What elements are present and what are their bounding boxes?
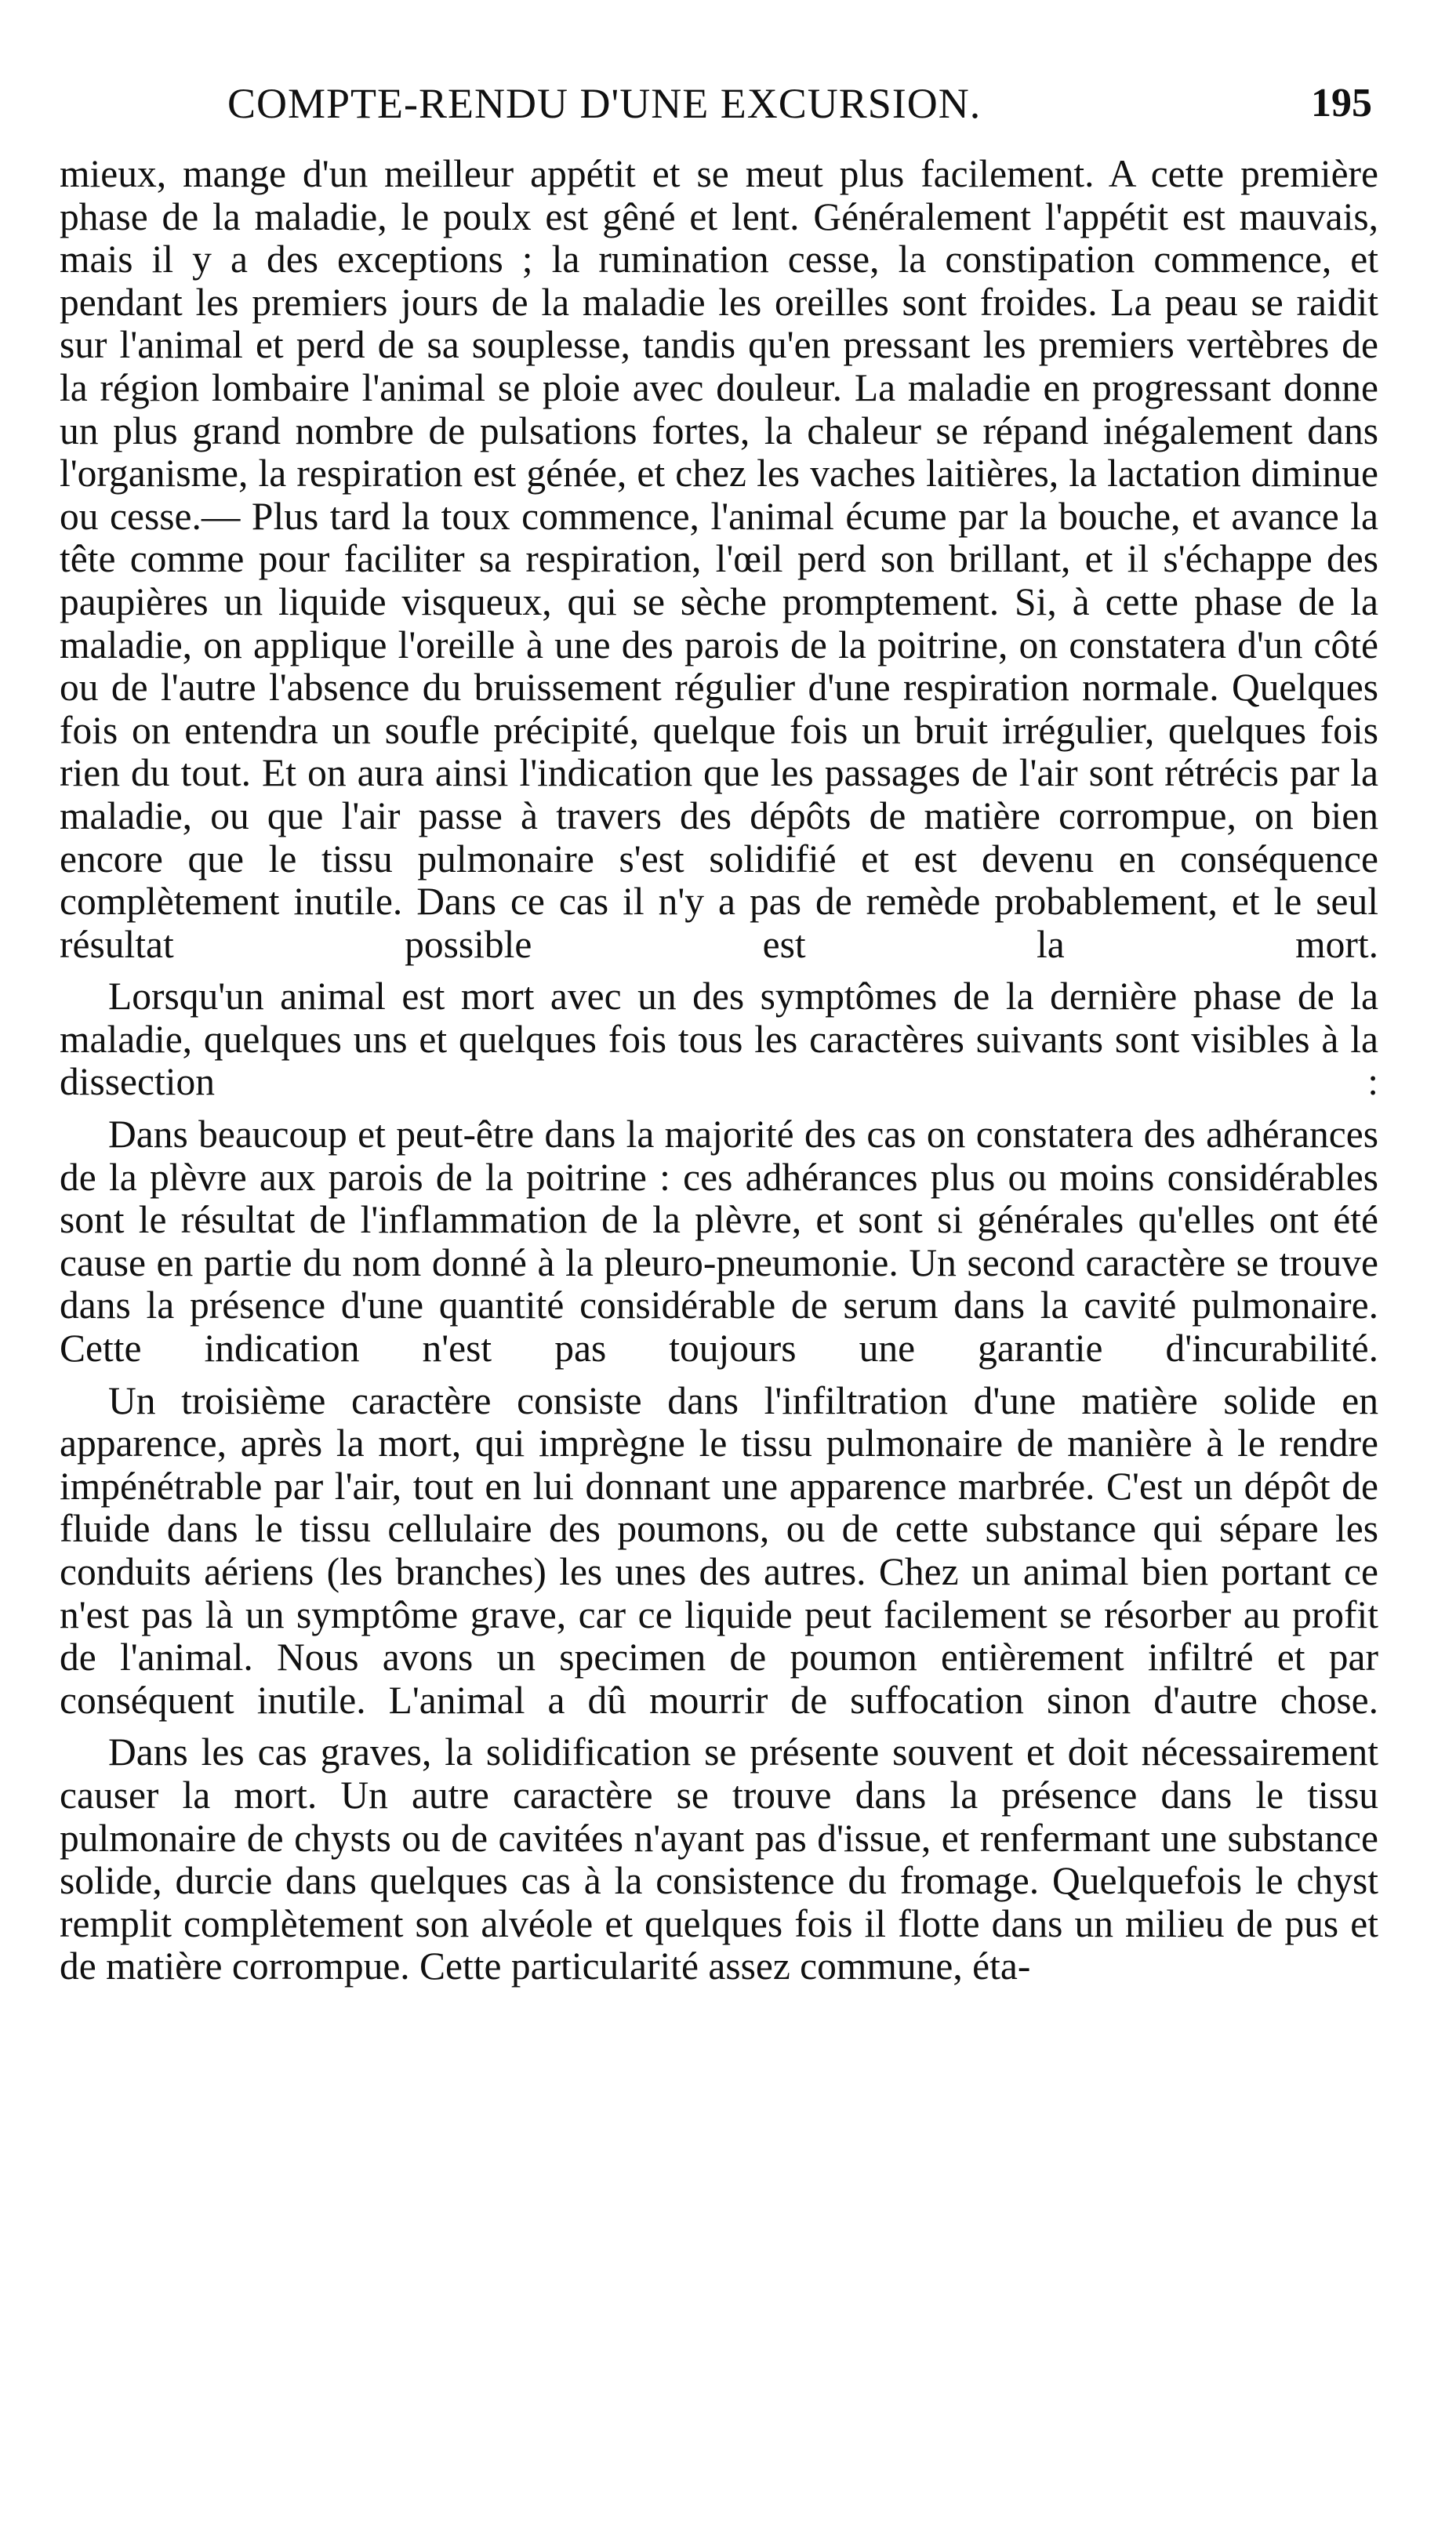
page-number: 195	[1311, 81, 1372, 125]
paragraph-symptoms: mieux, mange d'un meilleur appétit et se meut plus facilement. A cette première phase de la maladie, le poulx est gêné et lent. Généralement l'appétit est mauvais, mais il y a des exceptions ; la rumination cesse, la constipation commence, et pendant les premiers jours de la maladie les oreilles sont froides. La peau se raidit sur l'animal et perd de sa souplesse, tandis qu'en pressant les premiers vertèbres de la région lombaire l'animal se ploie avec douleur. La maladie en progressant donne un plus grand nombre de pulsations fortes, la chaleur se répand inégalement dans l'organisme, la respiration est génée, et chez les vaches laitières, la lactation diminue ou cesse.— Plus tard la toux commence, l'animal écume par la bouche, et avance la tête comme pour faciliter sa respiration, l'œil perd son brillant, et il s'échappe des paupières un liquide visqueux, qui se sèche promptement. Si, à cette phase de la maladie, on applique l'oreille à une des parois de la poitrine, on constatera d'un côté ou de l'autre l'absence du bruissement régulier d'une respiration normale. Quelques fois on entendra un soufle précipité, quelque fois un bruit irrégulier, quelques fois rien du tout. Et on aura ainsi l'indication que les passages de l'air sont rétrécis par la maladie, ou que l'air passe à travers des dépôts de matière corrompue, on bien encore que le tissu pulmonaire s'est solidifié et est devenu en conséquence complètement inutile. Dans ce cas il n'y a pas de remède probablement, et le seul résultat possible est la mort.	[60, 152, 1378, 966]
body-text	[60, 153, 1378, 1998]
paragraph-adherences: Dans beaucoup et peut-être dans la majorité des cas on constatera des adhérances de la plèvre aux parois de la poitrine : ces adhérances plus ou moins considérables sont le résultat de l'inflammation de la plèvre, et sont si générales qu'elles ont été cause en partie du nom donné à la pleuro-pneumonie. Un second caractère se trouve dans la présence d'une quantité considérable de serum dans la cavité pulmonaire. Cette indication n'est pas toujours une garantie d'incurabilité.	[60, 1113, 1378, 1371]
paragraph-solidification: Dans les cas graves, la solidification se présente souvent et doit nécessairement causer la mort. Un autre caractère se trouve dans la présence dans le tissu pulmonaire de chysts ou de cavitées n'ayant pas d'issue, et renfermant une substance solide, durcie dans quelques cas à la consistence du fromage. Quelquefois le chyst remplit complètement son alvéole et quelques fois il flotte dans un milieu de pus et de matière corrompue. Cette particularité assez commune, éta-	[60, 1730, 1378, 1988]
paragraph-dissection-intro: Lorsqu'un animal est mort avec un des symptômes de la dernière phase de la maladie, quelques uns et quelques fois tous les caractères suivants sont visibles à la dissection :	[60, 975, 1378, 1104]
running-title: COMPTE-RENDU D'UNE EXCURSION.	[227, 80, 982, 127]
paragraph-infiltration: Un troisième caractère consiste dans l'infiltration d'une matière solide en apparence, après la mort, qui imprègne le tissu pulmonaire de manière à le rendre impénétrable par l'air, tout en lui donnant une apparence marbrée. C'est un dépôt de fluide dans le tissu cellulaire des poumons, ou de cette substance qui sépare les conduits aériens (les branches) les unes des autres. Chez un animal bien portant ce n'est pas là un symptôme grave, car ce liquide peut facilement se résorber au profit de l'animal. Nous avons un specimen de poumon entièrement infiltré et par conséquent inutile. L'animal a dû mourrir de suffocation sinon d'autre chose.	[60, 1378, 1378, 1722]
running-header	[227, 72, 1372, 135]
